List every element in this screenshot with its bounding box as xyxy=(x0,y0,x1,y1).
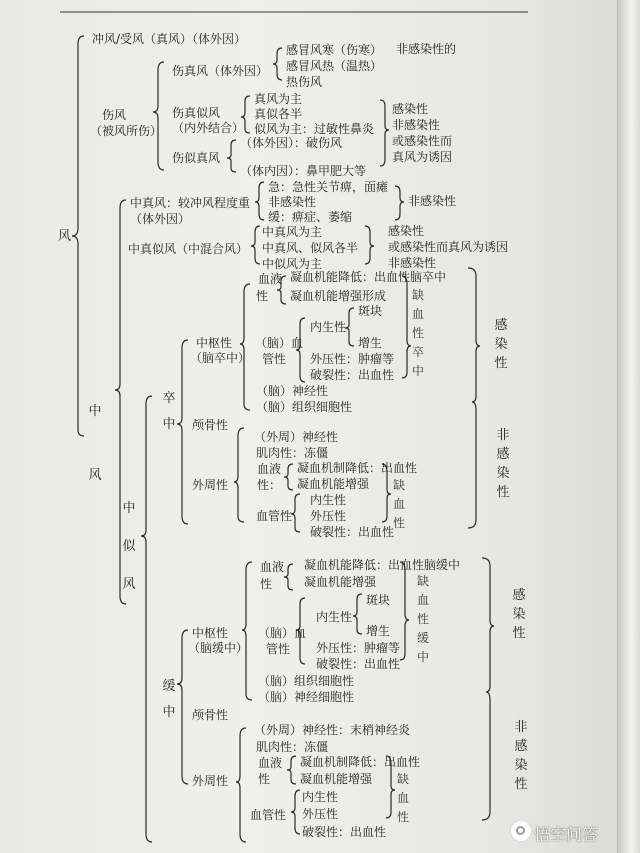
non-infect-label-1: 非感染性的 xyxy=(396,42,457,56)
infect-note-4: 真风为诱因 xyxy=(392,150,453,164)
huanzhong-infect: 感染性 xyxy=(512,588,526,641)
zhongsi-label: 中似风 xyxy=(122,501,136,592)
cuzhong-p-vessel: 血管性 xyxy=(256,509,293,523)
zhongzhen-sub: （体外因） xyxy=(130,212,191,226)
cuzhong-p-vessel-item-2: 外压性 xyxy=(310,509,347,523)
infect-note-2: 非感染性 xyxy=(392,118,441,132)
cuzhong-p-ischemia: 缺血性 xyxy=(392,478,405,530)
huanzhong-p-blood-item-2: 凝血机能增强 xyxy=(300,772,373,786)
huanzhong-vessel-label: （脑）血 xyxy=(258,626,307,640)
cuzhong-vessel-sub: 管性 xyxy=(262,352,287,366)
zhongzhensi-item-1: 中真风为主 xyxy=(262,225,323,239)
huanzhong-blood-item-1: 凝血机能降低：出血性脑缓中 xyxy=(304,558,461,572)
huanzhong-p-item-1: （外周）神经性：末梢神经炎 xyxy=(254,723,411,737)
cuzhong-noninfect: 非感染性 xyxy=(496,428,510,500)
shangzhenfeng-item-3: 热伤风 xyxy=(286,75,323,89)
shangsi-item-2: （体内因）：鼻甲肥大等 xyxy=(240,164,367,178)
huanzhong-endo-label: 内生性 xyxy=(316,610,353,624)
infect-note-3: 或感染性而 xyxy=(392,134,453,148)
huanzhong-peripheral: 外周性 xyxy=(192,774,229,788)
huanzhong-vessel-sub: 管性 xyxy=(266,642,291,656)
shangzhensi-item-3: 似风为主：过敏性鼻炎 xyxy=(254,122,375,136)
wukong-logo-icon xyxy=(510,820,532,842)
cuzhong-blood-item-1: 凝血机能降低：出血性脑卒中 xyxy=(290,270,447,284)
zhongzhensi-note-1: 感染性 xyxy=(388,224,425,238)
shangzhenfeng-item-2: 感冒风热（温热） xyxy=(286,59,383,73)
huanzhong-bone: 颅骨性 xyxy=(192,708,229,722)
shangzhensi-sub: （内外结合） xyxy=(172,121,245,135)
cuzhong-endo-item-1: 斑块 xyxy=(358,304,383,318)
cuzhong-peripheral: 外周性 xyxy=(192,478,229,492)
cuzhong-p-item-1: （外周）神经性 xyxy=(254,430,339,444)
zhongzhen-item-3: 缓：痹症、萎缩 xyxy=(268,210,353,224)
huanzhong-p-blood-item-1: 凝血机制降低：出血性 xyxy=(300,755,421,769)
zhongzhensi-label: 中真似风（中混合风） xyxy=(128,242,249,256)
zhongfeng-label: 中风 xyxy=(88,404,102,483)
watermark-text: 悟空问答 xyxy=(534,825,599,844)
shangsi-label: 伤似真风 xyxy=(172,151,221,165)
shangzhenfeng-label: 伤真风（体外因） xyxy=(172,64,269,78)
cuzhong-vessel-label: （脑）血 xyxy=(255,336,304,350)
cuzhong-blood-sub: 性 xyxy=(256,289,269,303)
cuzhong-endo-label: 内生性 xyxy=(310,320,347,334)
huanzhong-central-label: 中枢性 xyxy=(192,626,229,640)
shangzhensi-label: 伤真似风 xyxy=(172,106,221,120)
cuzhong-p-blood-sub: 性： xyxy=(257,478,282,492)
chongfeng-label: 冲风/受风（真风）（体外因） xyxy=(92,32,247,46)
root-label: 风 xyxy=(58,229,72,244)
huanzhong-compress: 外压性：肿瘤等 xyxy=(316,641,401,655)
cuzhong-p-vessel-item-1: 内生性 xyxy=(310,493,347,507)
cuzhong-bone: 颅骨性 xyxy=(192,418,229,432)
cuzhong-endo-item-2: 增生 xyxy=(358,336,383,350)
zhongzhen-item-1: 急：急性关节痹，面瘫 xyxy=(268,180,389,194)
huanzhong-endo-item-2: 增生 xyxy=(366,624,391,638)
zhongzhensi-note-2: 或感染性而真风为诱因 xyxy=(388,240,509,254)
cuzhong-p-vessel-item-3: 破裂性：出血性 xyxy=(310,525,395,539)
huanzhong-blood-item-2: 凝血机能增强 xyxy=(304,575,377,589)
shangzhensi-item-1: 真风为主 xyxy=(254,92,303,106)
cuzhong-blood-label: 血液 xyxy=(258,272,283,286)
shangzhenfeng-item-1: 感冒风寒（伤寒） xyxy=(286,43,383,57)
huanzhong-blood-sub: 性 xyxy=(260,577,273,591)
shangfeng-sub: （被风所伤） xyxy=(90,124,163,138)
shangsi-item-1: （体外因）：破伤风 xyxy=(240,136,343,150)
huanzhong-neuro: （脑）神经细胞性 xyxy=(258,690,355,704)
huanzhong-central-sub: （脑缓中） xyxy=(188,641,249,655)
zhongzhensi-item-2: 中真风、似风各半 xyxy=(262,241,359,255)
cuzhong-central-label: 中枢性 xyxy=(196,336,233,350)
huanzhong-endo-item-1: 斑块 xyxy=(366,593,391,607)
cuzhong-p-blood-label: 血液 xyxy=(257,462,282,476)
cuzhong-p-item-2: 肌肉性：冻僵 xyxy=(256,446,329,460)
huanzhong-p-vessel: 血管性 xyxy=(250,808,287,822)
cuzhong-label: 卒中 xyxy=(162,391,176,432)
zhongzhensi-item-3: 中似风为主 xyxy=(262,257,323,271)
shangzhensi-item-2: 真似各半 xyxy=(254,107,303,121)
huanzhong-label: 缓中 xyxy=(162,679,176,720)
zhongzhen-item-2: 非感染性 xyxy=(268,195,317,209)
cuzhong-rupture: 破裂性：出血性 xyxy=(310,368,395,382)
cuzhong-central-sub: （脑卒中） xyxy=(190,351,251,365)
cuzhong-neuro: （脑）神经性 xyxy=(256,384,329,398)
huanzhong-p-blood-label: 血液 xyxy=(258,756,283,770)
zhongzhen-label: 中真风：较冲风程度重 xyxy=(130,196,251,210)
zhongzhensi-note-3: 非感染性 xyxy=(388,256,437,270)
cuzhong-p-blood-item-1: 凝血机制降低：出血性 xyxy=(297,461,418,475)
cuzhong-compress: 外压性：肿瘤等 xyxy=(310,352,395,366)
cuzhong-infect: 感染性 xyxy=(494,318,508,371)
huanzhong-noninfect: 非感染性 xyxy=(514,720,528,792)
cuzhong-blood-item-2: 凝血机能增强形成 xyxy=(290,289,387,303)
cuzhong-ischemia: 缺血性卒中 xyxy=(411,288,424,378)
zhongzhen-note: 非感染性 xyxy=(408,194,457,208)
huanzhong-rupture: 破裂性：出血性 xyxy=(316,657,401,671)
infect-note-1: 感染性 xyxy=(392,102,429,116)
shangfeng-label: 伤风 xyxy=(102,108,127,122)
huanzhong-p-ischemia: 缺血性 xyxy=(396,772,409,824)
huanzhong-p-vessel-item-1: 内生性 xyxy=(302,790,339,804)
huanzhong-p-blood-sub: 性 xyxy=(258,772,271,786)
cuzhong-p-blood-item-2: 凝血机能增强 xyxy=(297,477,370,491)
huanzhong-ischemia: 缺血性缓中 xyxy=(416,574,429,664)
huanzhong-tissue: （脑）组织细胞性 xyxy=(258,674,355,688)
huanzhong-blood-label: 血液 xyxy=(260,560,285,574)
huanzhong-p-item-2: 肌肉性：冻僵 xyxy=(256,740,329,754)
cuzhong-tissue: （脑）组织细胞性 xyxy=(256,400,353,414)
huanzhong-p-vessel-item-3: 破裂性：出血性 xyxy=(302,825,387,839)
huanzhong-p-vessel-item-2: 外压性 xyxy=(302,807,339,821)
